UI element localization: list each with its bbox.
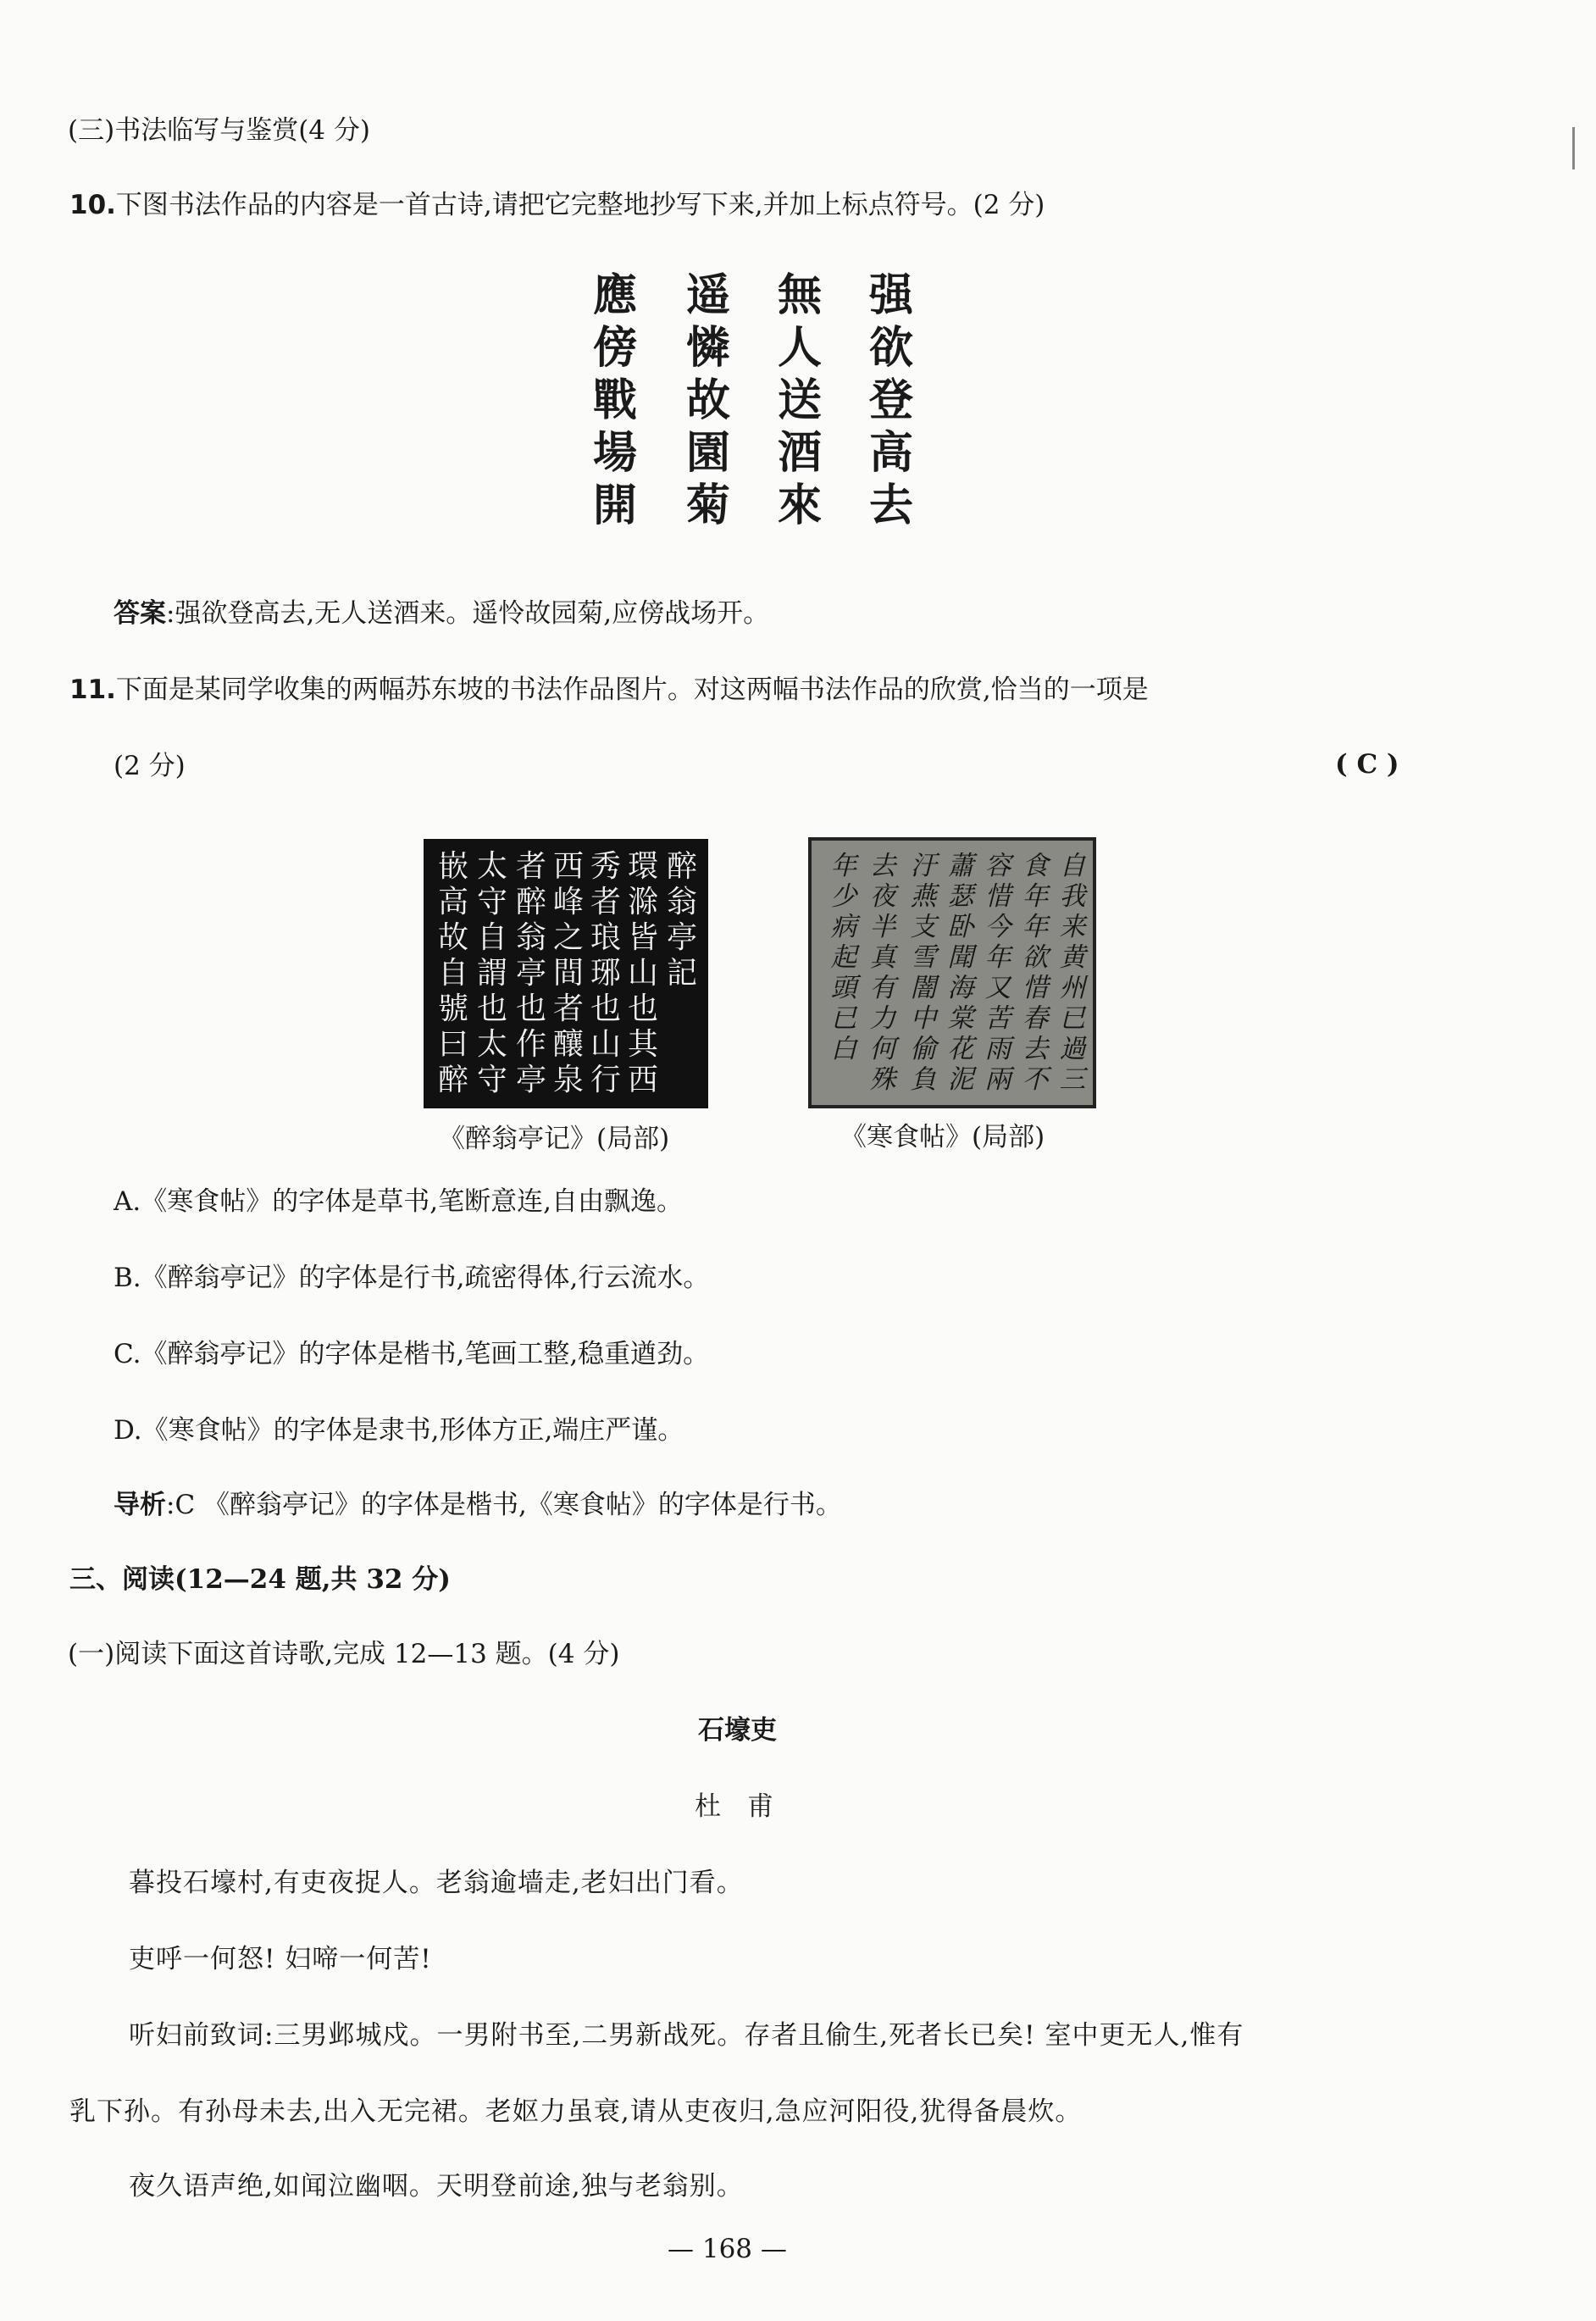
image2-char: 負 (910, 1064, 937, 1095)
image2-char: 又 (984, 973, 1011, 1003)
question-11-points: (2 分) (114, 751, 186, 781)
image2-char: 苦 (984, 1003, 1011, 1034)
image2-char: 欲 (1022, 942, 1049, 973)
image2-column (867, 851, 898, 1095)
image2-char: 黄 (1059, 942, 1086, 973)
question-text: 下面是某同学收集的两幅苏东坡的书法作品图片。对这两幅书法作品的欣赏,恰当的一项是 (115, 675, 1149, 705)
option-b: B.《醉翁亭记》的字体是行书,疏密得体,行云流水。 (114, 1263, 710, 1293)
question-10 (69, 190, 1045, 221)
image1-char: 琊 (590, 956, 621, 991)
image1-char: 醉 (437, 1063, 468, 1097)
poem-line-2: 吏呼一何怒! 妇啼一何苦! (129, 1944, 432, 1974)
image2-char: 力 (869, 1003, 896, 1034)
calligraphy-char: 送 (777, 375, 822, 426)
calligraphy-char: 去 (868, 480, 913, 531)
answer-10 (114, 598, 769, 630)
image1-column (625, 849, 661, 1098)
image2-char: 兩 (984, 1064, 1011, 1095)
calligraphy-char: 高 (868, 427, 913, 479)
calligraphy-char: 園 (685, 427, 730, 479)
question-11 (69, 675, 1149, 706)
image1-char: 行 (590, 1063, 621, 1097)
image1-char: 記 (666, 956, 697, 991)
image1-char: 皆 (627, 920, 658, 955)
image1-char: 亭 (666, 920, 697, 955)
image1-char: 醉 (515, 885, 546, 919)
image2-char: 支 (910, 912, 937, 942)
image2-char: 花 (947, 1034, 974, 1064)
image2-char: 少 (830, 881, 857, 912)
zuiweng-rubbing-image (424, 839, 708, 1108)
question-text: 下图书法作品的内容是一首古诗,请把它完整地抄写下来,并加上标点符号。(2 分) (115, 190, 1045, 220)
image1-char: 西 (552, 849, 584, 884)
image1-char: 之 (552, 920, 584, 955)
image2-column (1020, 851, 1050, 1095)
option-c: C.《醉翁亭记》的字体是楷书,笔画工整,稳重遒劲。 (114, 1339, 710, 1369)
image1-column (474, 849, 510, 1098)
image1-char: 間 (552, 956, 584, 991)
calligraphy-char: 遥 (685, 269, 730, 321)
hanshi-tie-image (808, 837, 1096, 1108)
image1-char: 秀 (590, 849, 621, 884)
image2-char: 已 (1059, 1003, 1086, 1034)
calligraphy-char: 無 (777, 269, 822, 321)
calligraphy-char: 菊 (685, 480, 730, 531)
image2-char: 雨 (984, 1034, 1011, 1064)
image1-char: 故 (437, 920, 468, 955)
calligraphy-char: 强 (868, 269, 913, 321)
image2-char: 病 (830, 912, 857, 942)
calligraphy-char: 人 (777, 322, 822, 374)
image1-char: 號 (437, 991, 468, 1026)
poem-author: 杜 甫 (695, 1791, 773, 1822)
analysis-text: :C 《醉翁亭记》的字体是楷书,《寒食帖》的字体是行书。 (166, 1490, 842, 1520)
image1-column (513, 849, 549, 1098)
calligraphy-char: 戰 (592, 375, 637, 426)
analysis-label: 导析 (114, 1490, 166, 1520)
image1-caption: 《醉翁亭记》(局部) (439, 1124, 670, 1154)
image2-char: 白 (830, 1034, 857, 1064)
image2-char: 食 (1022, 851, 1049, 881)
image2-char: 偷 (910, 1034, 937, 1064)
image2-char: 来 (1059, 912, 1086, 942)
analysis-11 (114, 1490, 842, 1521)
question-number: 10. (69, 190, 116, 220)
image2-char: 海 (947, 973, 974, 1003)
option-d: D.《寒食帖》的字体是隶书,形体方正,端庄严谨。 (114, 1415, 684, 1446)
image2-char: 容 (984, 851, 1011, 881)
image2-char: 何 (869, 1034, 896, 1064)
section3-heading: (三)书法临写与鉴赏(4 分) (68, 115, 370, 146)
image1-char: 曰 (437, 1027, 468, 1062)
calligraphy-char: 故 (685, 375, 730, 426)
option-a: A.《寒食帖》的字体是草书,笔断意连,自由飘逸。 (114, 1186, 683, 1217)
image2-char: 蕭 (947, 851, 974, 881)
image2-char: 汙 (910, 851, 937, 881)
image2-char: 惜 (984, 881, 1011, 912)
image2-char: 中 (910, 1003, 937, 1034)
answer-label: 答案 (114, 598, 166, 629)
image1-char: 醉 (666, 849, 697, 884)
image1-char: 作 (515, 1027, 546, 1062)
image1-char: 也 (515, 991, 546, 1026)
poem-line-1: 暮投石壕村,有吏夜捉人。老翁逾墙走,老妇出门看。 (129, 1868, 744, 1898)
calligraphy-char: 欲 (868, 322, 913, 374)
image2-char: 頭 (830, 973, 857, 1003)
image2-char: 春 (1022, 1003, 1049, 1034)
image2-char: 夜 (869, 881, 896, 912)
image2-char: 有 (869, 973, 896, 1003)
image1-char: 高 (437, 885, 468, 919)
image1-char: 釀 (552, 1027, 584, 1062)
poem-line-3: 听妇前致词:三男邺城戍。一男附书至,二男新战死。存者且偷生,死者长已矣! 室中更无人,惟有 (129, 2020, 1244, 2051)
image2-char: 泥 (947, 1064, 974, 1095)
image2-column (828, 851, 859, 1064)
image1-char: 山 (590, 1027, 621, 1062)
image2-char: 殊 (869, 1064, 896, 1095)
image1-char: 自 (476, 920, 507, 955)
image2-char: 已 (830, 1003, 857, 1034)
image2-char: 棠 (947, 1003, 974, 1034)
calligraphy-char: 傍 (592, 322, 637, 374)
image1-char: 峰 (552, 885, 584, 919)
image2-char: 過 (1059, 1034, 1086, 1064)
image1-char: 謂 (476, 956, 507, 991)
poem-title: 石壕吏 (698, 1715, 777, 1746)
image1-char: 太 (476, 1027, 507, 1062)
image2-char: 半 (869, 912, 896, 942)
image2-column (908, 851, 939, 1095)
scan-edge-mark (1572, 127, 1575, 169)
question-11-answer: ( C ) (1335, 749, 1399, 780)
image2-char: 瑟 (947, 881, 974, 912)
calligraphy-column-1 (585, 269, 646, 532)
calligraphy-column-3 (769, 269, 830, 532)
answer-text: :强欲登高去,无人送酒来。遥怜故园菊,应傍战场开。 (166, 598, 770, 629)
image2-char: 年 (1022, 912, 1049, 942)
image1-char: 環 (627, 849, 658, 884)
image2-char: 州 (1059, 973, 1086, 1003)
part3-heading: 三、阅读(12—24 题,共 32 分) (69, 1564, 451, 1595)
image2-char: 聞 (947, 942, 974, 973)
image1-char: 山 (627, 956, 658, 991)
image1-char: 翁 (515, 920, 546, 955)
image2-column (983, 851, 1013, 1095)
image2-char: 起 (830, 942, 857, 973)
image2-char: 自 (1059, 851, 1086, 881)
image1-char: 亭 (515, 1063, 546, 1097)
image1-char: 泉 (552, 1063, 584, 1097)
image1-char: 亭 (515, 956, 546, 991)
image2-column (945, 851, 976, 1095)
image1-char: 也 (476, 991, 507, 1026)
calligraphy-artwork (585, 269, 940, 549)
page-number: — 168 — (668, 2234, 787, 2264)
image2-char: 雪 (910, 942, 937, 973)
image2-char: 今 (984, 912, 1011, 942)
image1-char: 西 (627, 1063, 658, 1097)
reading1-intro: (一)阅读下面这首诗歌,完成 12—13 题。(4 分) (68, 1639, 620, 1669)
image1-char: 太 (476, 849, 507, 884)
image2-char: 卧 (947, 912, 974, 942)
calligraphy-column-2 (678, 269, 739, 532)
poem-line-4: 乳下孙。有孙母未去,出入无完裙。老妪力虽衰,请从吏夜归,急应河阳役,犹得备晨炊。 (69, 2096, 1083, 2127)
calligraphy-char: 憐 (685, 322, 730, 374)
image1-char: 也 (590, 991, 621, 1026)
image2-char: 年 (1022, 881, 1049, 912)
image1-char: 自 (437, 956, 468, 991)
image1-char: 守 (476, 1063, 507, 1097)
calligraphy-column-4 (861, 269, 922, 532)
calligraphy-char: 來 (777, 480, 822, 531)
image1-column (588, 849, 623, 1098)
image1-column (435, 849, 471, 1098)
image1-char: 琅 (590, 920, 621, 955)
image1-char: 翁 (666, 885, 697, 919)
image2-caption: 《寒食帖》(局部) (840, 1122, 1045, 1152)
image2-char: 去 (1022, 1034, 1049, 1064)
image1-column (551, 849, 586, 1098)
poem-line-5: 夜久语声绝,如闻泣幽咽。天明登前途,独与老翁别。 (129, 2171, 744, 2202)
image2-char: 三 (1059, 1064, 1086, 1095)
image2-char: 去 (869, 851, 896, 881)
image2-char: 惜 (1022, 973, 1049, 1003)
image1-char: 也 (627, 991, 658, 1026)
image1-char: 滁 (627, 885, 658, 919)
calligraphy-char: 登 (868, 375, 913, 426)
image2-char: 不 (1022, 1064, 1049, 1095)
image1-char: 者 (552, 991, 584, 1026)
image2-char: 年 (984, 942, 1011, 973)
image2-char: 燕 (910, 881, 937, 912)
image1-char: 者 (590, 885, 621, 919)
image1-char: 其 (627, 1027, 658, 1062)
calligraphy-char: 開 (592, 480, 637, 531)
calligraphy-char: 場 (592, 427, 637, 479)
question-number: 11. (69, 675, 116, 705)
image1-column (664, 849, 700, 991)
image2-char: 年 (830, 851, 857, 881)
calligraphy-char: 應 (592, 269, 637, 321)
image1-char: 者 (515, 849, 546, 884)
calligraphy-char: 酒 (777, 427, 822, 479)
image2-char: 真 (869, 942, 896, 973)
image2-char: 闇 (910, 973, 937, 1003)
image2-char: 我 (1059, 881, 1086, 912)
image1-char: 守 (476, 885, 507, 919)
image2-column (1057, 851, 1088, 1095)
image1-char: 嵌 (437, 849, 468, 884)
